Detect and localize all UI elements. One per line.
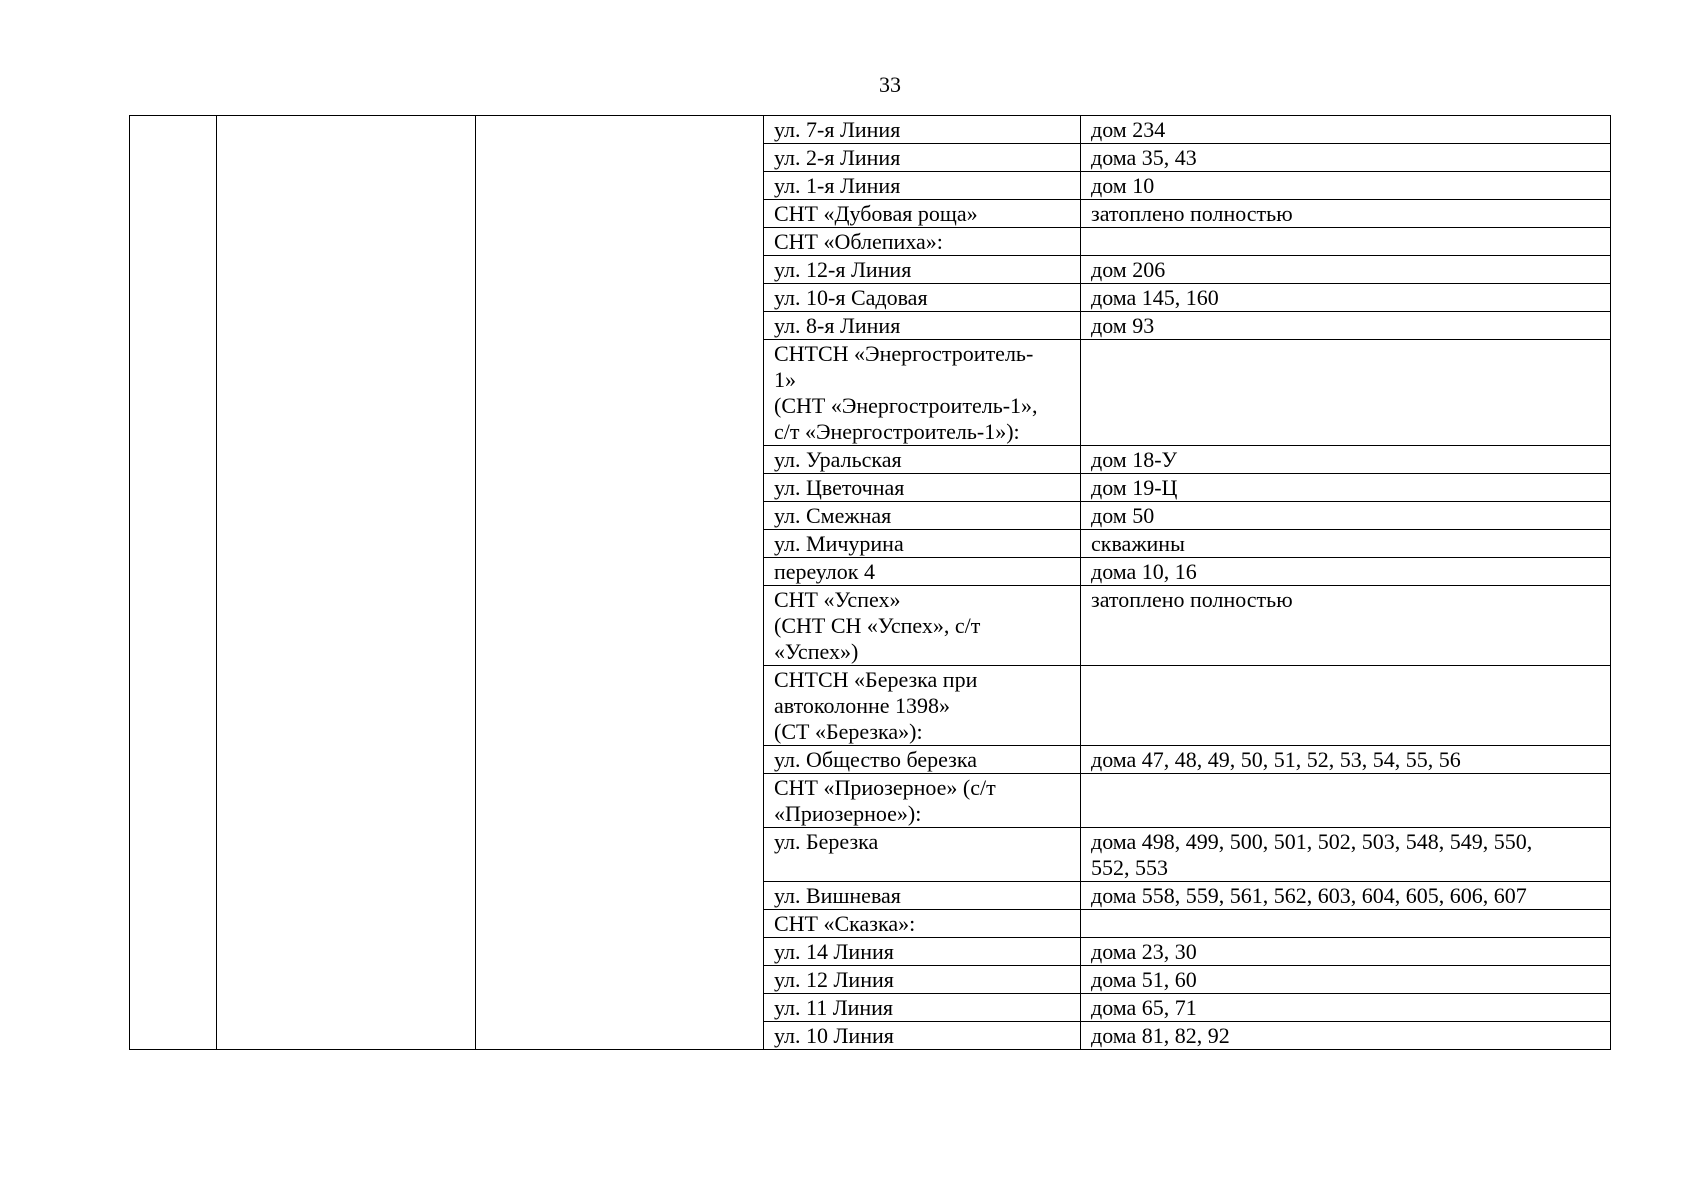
house-numbers-line: дома 558, 559, 561, 562, 603, 604, 605, 606, 607 <box>1091 883 1527 908</box>
house-numbers-cell <box>1081 746 1611 774</box>
street-name-cell <box>764 340 1081 446</box>
street-name-cell <box>764 144 1081 172</box>
street-name-line: ул. 10 Линия <box>774 1023 894 1048</box>
street-name-line: (СТ «Березка»): <box>774 719 923 744</box>
street-name-line: 1» <box>774 367 796 392</box>
street-name-line: ул. Уральская <box>774 447 902 472</box>
street-name-line: переулок 4 <box>774 559 875 584</box>
street-name-cell <box>764 530 1081 558</box>
empty-column-number <box>130 116 217 1050</box>
street-name-line: СНТ «Приозерное» (с/т <box>774 775 996 800</box>
street-name-cell <box>764 256 1081 284</box>
house-numbers-line: дома 51, 60 <box>1091 967 1197 992</box>
house-numbers-line: затоплено полностью <box>1091 201 1293 226</box>
house-numbers-line: дом 234 <box>1091 117 1166 142</box>
street-name-cell <box>764 116 1081 144</box>
street-name-line: (СНТ «Энергостроитель-1», <box>774 393 1038 418</box>
street-name-cell <box>764 558 1081 586</box>
house-numbers-line: дома 35, 43 <box>1091 145 1197 170</box>
street-name-cell <box>764 228 1081 256</box>
house-numbers-cell <box>1081 938 1611 966</box>
empty-column-district <box>217 116 476 1050</box>
house-numbers-line: дом 18-У <box>1091 447 1178 472</box>
street-name-cell <box>764 172 1081 200</box>
house-numbers-line: дома 145, 160 <box>1091 285 1219 310</box>
street-name-cell <box>764 586 1081 666</box>
house-numbers-cell <box>1081 200 1611 228</box>
page-number: 33 <box>879 72 901 97</box>
house-numbers-cell <box>1081 446 1611 474</box>
house-numbers-cell <box>1081 256 1611 284</box>
street-name-cell <box>764 200 1081 228</box>
street-name-line: ул. Цветочная <box>774 475 905 500</box>
house-numbers-cell <box>1081 1022 1611 1050</box>
street-name-cell <box>764 746 1081 774</box>
street-name-cell <box>764 938 1081 966</box>
street-name-line: ул. 2-я Линия <box>774 145 901 170</box>
street-name-line: автоколонне 1398» <box>774 693 950 718</box>
street-name-line: ул. Вишневая <box>774 883 901 908</box>
house-numbers-line: дома 10, 16 <box>1091 559 1197 584</box>
house-numbers-cell <box>1081 530 1611 558</box>
street-name-line: «Приозерное»): <box>774 801 922 826</box>
house-numbers-line: дом 50 <box>1091 503 1155 528</box>
street-name-cell <box>764 994 1081 1022</box>
street-name-cell <box>764 882 1081 910</box>
street-name-line: СНТ «Облепиха»: <box>774 229 943 254</box>
street-name-cell <box>764 828 1081 882</box>
street-name-cell <box>764 284 1081 312</box>
street-name-line: СНТ «Успех» <box>774 587 901 612</box>
street-name-line: ул. 12-я Линия <box>774 257 912 282</box>
street-name-line: ул. 12 Линия <box>774 967 894 992</box>
street-name-cell <box>764 502 1081 530</box>
house-numbers-line: 552, 553 <box>1091 855 1168 880</box>
street-name-line: ул. Березка <box>774 829 879 854</box>
house-numbers-line: дома 47, 48, 49, 50, 51, 52, 53, 54, 55, 56 <box>1091 747 1461 772</box>
house-numbers-cell <box>1081 172 1611 200</box>
empty-column-settlement <box>476 116 764 1050</box>
house-numbers-cell <box>1081 228 1611 256</box>
street-name-cell <box>764 312 1081 340</box>
street-name-cell <box>764 474 1081 502</box>
table-row <box>130 116 1611 144</box>
house-numbers-line: дома 65, 71 <box>1091 995 1197 1020</box>
house-numbers-line: дома 81, 82, 92 <box>1091 1023 1230 1048</box>
house-numbers-line: дома 498, 499, 500, 501, 502, 503, 548, 549, 550, <box>1091 829 1533 854</box>
house-numbers-cell <box>1081 910 1611 938</box>
house-numbers-line: затоплено полностью <box>1091 587 1293 612</box>
house-numbers-cell <box>1081 474 1611 502</box>
street-name-line: ул. 1-я Линия <box>774 173 901 198</box>
street-name-cell <box>764 666 1081 746</box>
house-numbers-cell <box>1081 774 1611 828</box>
house-numbers-cell <box>1081 828 1611 882</box>
street-name-line: ул. Общество березка <box>774 747 977 772</box>
house-numbers-cell <box>1081 558 1611 586</box>
house-numbers-line: дом 206 <box>1091 257 1166 282</box>
house-numbers-cell <box>1081 882 1611 910</box>
street-name-line: ул. Мичурина <box>774 531 904 556</box>
house-numbers-cell <box>1081 144 1611 172</box>
house-numbers-line: дома 23, 30 <box>1091 939 1197 964</box>
house-numbers-line: дом 10 <box>1091 173 1155 198</box>
street-name-cell <box>764 910 1081 938</box>
house-numbers-cell <box>1081 340 1611 446</box>
street-name-line: ул. Смежная <box>774 503 892 528</box>
house-numbers-cell <box>1081 312 1611 340</box>
address-table <box>129 115 1611 1050</box>
street-name-cell <box>764 966 1081 994</box>
street-name-line: «Успех») <box>774 639 859 664</box>
street-name-line: СНТ «Сказка»: <box>774 911 916 936</box>
street-name-cell <box>764 774 1081 828</box>
street-name-line: ул. 11 Линия <box>774 995 894 1020</box>
house-numbers-cell <box>1081 502 1611 530</box>
street-name-line: ул. 14 Линия <box>774 939 894 964</box>
house-numbers-cell <box>1081 994 1611 1022</box>
house-numbers-cell <box>1081 586 1611 666</box>
street-name-line: ул. 8-я Линия <box>774 313 901 338</box>
street-name-line: ул. 10-я Садовая <box>774 285 928 310</box>
house-numbers-cell <box>1081 966 1611 994</box>
street-name-cell <box>764 1022 1081 1050</box>
house-numbers-line: дом 19-Ц <box>1091 475 1178 500</box>
street-name-line: СНТСН «Березка при <box>774 667 978 692</box>
house-numbers-line: скважины <box>1091 531 1185 556</box>
house-numbers-cell <box>1081 116 1611 144</box>
street-name-line: (СНТ СН «Успех», с/т <box>774 613 981 638</box>
street-name-line: ул. 7-я Линия <box>774 117 901 142</box>
house-numbers-cell <box>1081 666 1611 746</box>
street-name-line: СНТСН «Энергостроитель- <box>774 341 1034 366</box>
street-name-cell <box>764 446 1081 474</box>
house-numbers-line: дом 93 <box>1091 313 1155 338</box>
street-name-line: с/т «Энергостроитель-1»): <box>774 419 1020 444</box>
street-name-line: СНТ «Дубовая роща» <box>774 201 978 226</box>
house-numbers-cell <box>1081 284 1611 312</box>
address-table-body <box>130 116 1611 1050</box>
